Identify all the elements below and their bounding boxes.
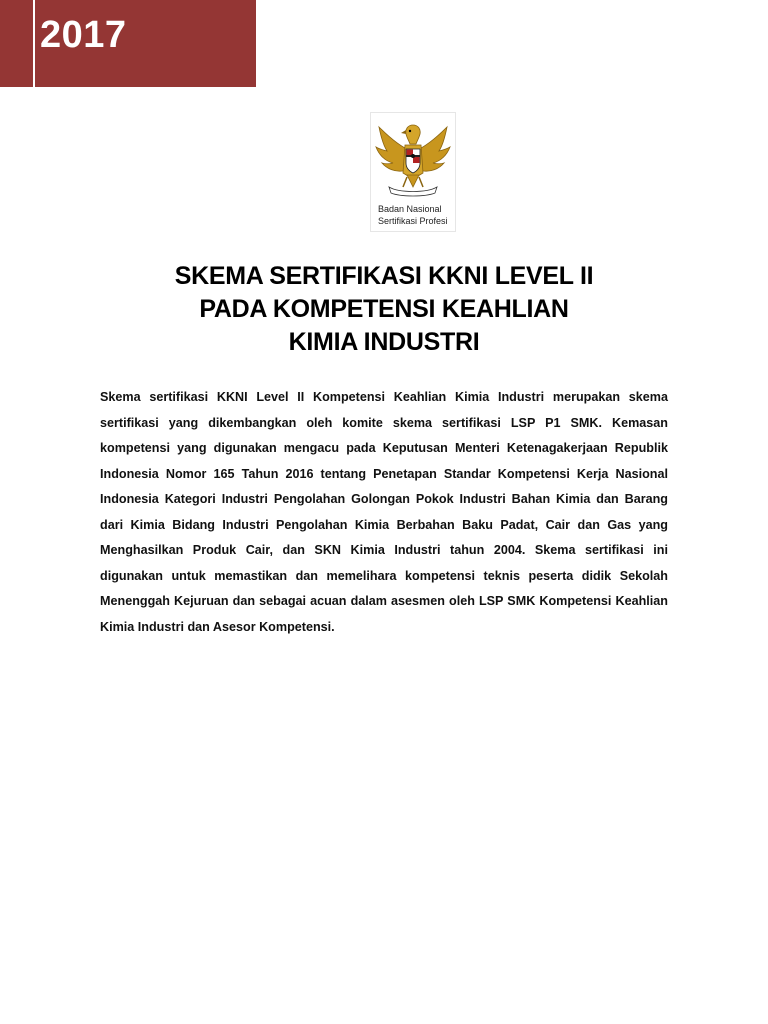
body-paragraph: Skema sertifikasi KKNI Level II Kompetensi Keahlian Kimia Industri merupakan skema sertifikasi yang dikembangkan oleh komite skema sertifikasi LSP P1 SMK. Kemasan kompetensi yang digunakan mengacu pada Keputusan Menteri Ketenagakerjaan Republik Indonesia Nomor 165 Tahun 2016 tentang Penetapan Standar Kompetensi Kerja Nasional Indonesia Kategori Industri Pengolahan Golongan Pokok Industri Bahan Kimia dan Barang dari Kimia Bidang Industri Pengolahan Kimia Berbahan Baku Padat, Cair dan Gas yang Menghasilkan Produk Cair, dan SKN Kimia Industri tahun 2004. Skema sertifikasi ini digunakan untuk memastikan dan memelihara kompetensi teknis peserta didik Sekolah Menenggah Kejuruan dan sebagai acuan dalam asesmen oleh LSP SMK Kompetensi Keahlian Kimia Industri dan Asesor Kompetensi. [100,390,668,634]
title-line-3: KIMIA INDUSTRI [288,328,480,356]
year-label: 2017 [40,14,127,56]
garuda-emblem-icon [373,117,453,201]
logo-caption [378,203,448,227]
bnsp-logo [370,112,456,232]
year-band [0,0,256,87]
band-divider [33,0,35,87]
title-line-2: PADA KOMPETENSI KEAHLIAN [199,295,569,323]
title-line-1: SKEMA SERTIFIKASI KKNI LEVEL II [174,262,594,290]
logo-caption-line2: Sertifikasi Profesi [378,216,448,226]
logo-caption-line1: Badan Nasional [378,204,442,214]
document-title [84,260,684,359]
